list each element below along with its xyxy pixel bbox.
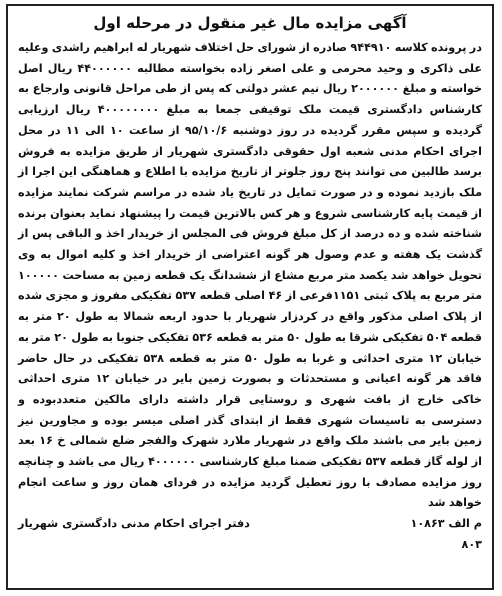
notice-body: در پرونده کلاسه ۹۴۴۹۱۰ صادره از شورای حل اختلاف شهریار له ابراهیم راشدی وعلیه علی ذاکری و وحید محرمی و علی اصغر زاده بخواسته مطالبه ۴۴۰۰۰۰۰۰ ریال اصل خواسته و مبلغ ۲۰۰۰۰۰۰ ریال نیم عشر دولتی که پس از طی مراحل قانونی وارجاع به کارشناس دادگستری قیمت ملک توقیفی جمعا به مبلغ ۴۰۰۰۰۰۰۰۰ ریال ارزیابی گردیده و سپس مقرر گردیده در روز دوشنبه ۹۵/۱۰/۶ از ساعت ۱۰ الی ۱۱ در محل اجرای احکام مدنی شعبه اول حقوقی دادگستری شهریار از طریق مزایده به فروش برسد طالبین می توانند پنج روز جلوتر از تاریخ مزایده با اطلاع و هماهنگی این اجرا از ملک بازدید نموده و در صورت تمایل در تاریخ یاد شده در مراسم شرکت نمایند مزایده از قیمت پایه کارشناسی شروع و هر کس بالاترین قیمت را پیشنهاد نماید بعنوان برنده شناخته شده و ده درصد از کل مبلغ فروش فی المجلس از خریدار اخذ و الباقی پس از گذشت یک هفته و عدم وصول هر گونه اعتراضی از خریدار اخذ و کلیه اموال به وی تحویل خواهد شد یکصد متر مربع مشاع از ششدانگ یک قطعه زمین به مساحت ۱۰۰۰۰۰ متر مربع به پلاک ثبتی ۱۱۵۱فرعی از ۴۶ اصلی قطعه ۵۳۷ تفکیکی مفروز و مجزی شده از پلاک اصلی مذکور واقع در کردزار شهریار با حدود اربعه شمالا به طول ۲۰ متر به قطعه ۵۰۴ تفکیکی شرقا به طول ۵۰ متر به قطعه ۵۳۶ تفکیکی جنوبا به طول ۲۰ متر به خیابان ۱۲ متری احداثی و غربا به طول ۵۰ متر به قطعه ۵۳۸ تفکیکی در حال حاضر فاقد هر گونه اعیانی و مستحدثات و بصورت زمین بایر در خیابان ۱۲ متری احداثی خاکی خارج از بافت شهری و روستایی قرار داشته دارای مالکین متعددبوده و دسترسی به تاسیسات شهری فقط از ابتدای گذر اصلی میسر بوده و مجاورین نیز زمین بایر می باشند ملک واقع در شهریار ملارد شهرک والفجر ضلع شمالی خ ۱۶ بعد از لوله گاز قطعه ۵۳۷ تفکیکی ضمنا مبلغ کارشناسی ۴۰۰۰۰۰۰ ریال می باشد و چنانچه روز مزایده مصادف با روز تعطیل گردید مزایده در فردای همان روز و ساعت انجام خواهد شد xyxy=(18,41,483,510)
auction-notice xyxy=(6,4,494,590)
footer-row xyxy=(18,514,482,535)
notice-footer xyxy=(18,514,482,555)
reference-code: م الف ۱۰۸۶۳ xyxy=(410,517,482,531)
notice-number: ۸۰۳ xyxy=(461,537,482,551)
notice-title: آگهی مزایده مال غیر منقول در مرحله اول xyxy=(93,14,407,32)
signature-line: دفتر اجرای احکام مدنی دادگستری شهریار xyxy=(18,517,250,531)
